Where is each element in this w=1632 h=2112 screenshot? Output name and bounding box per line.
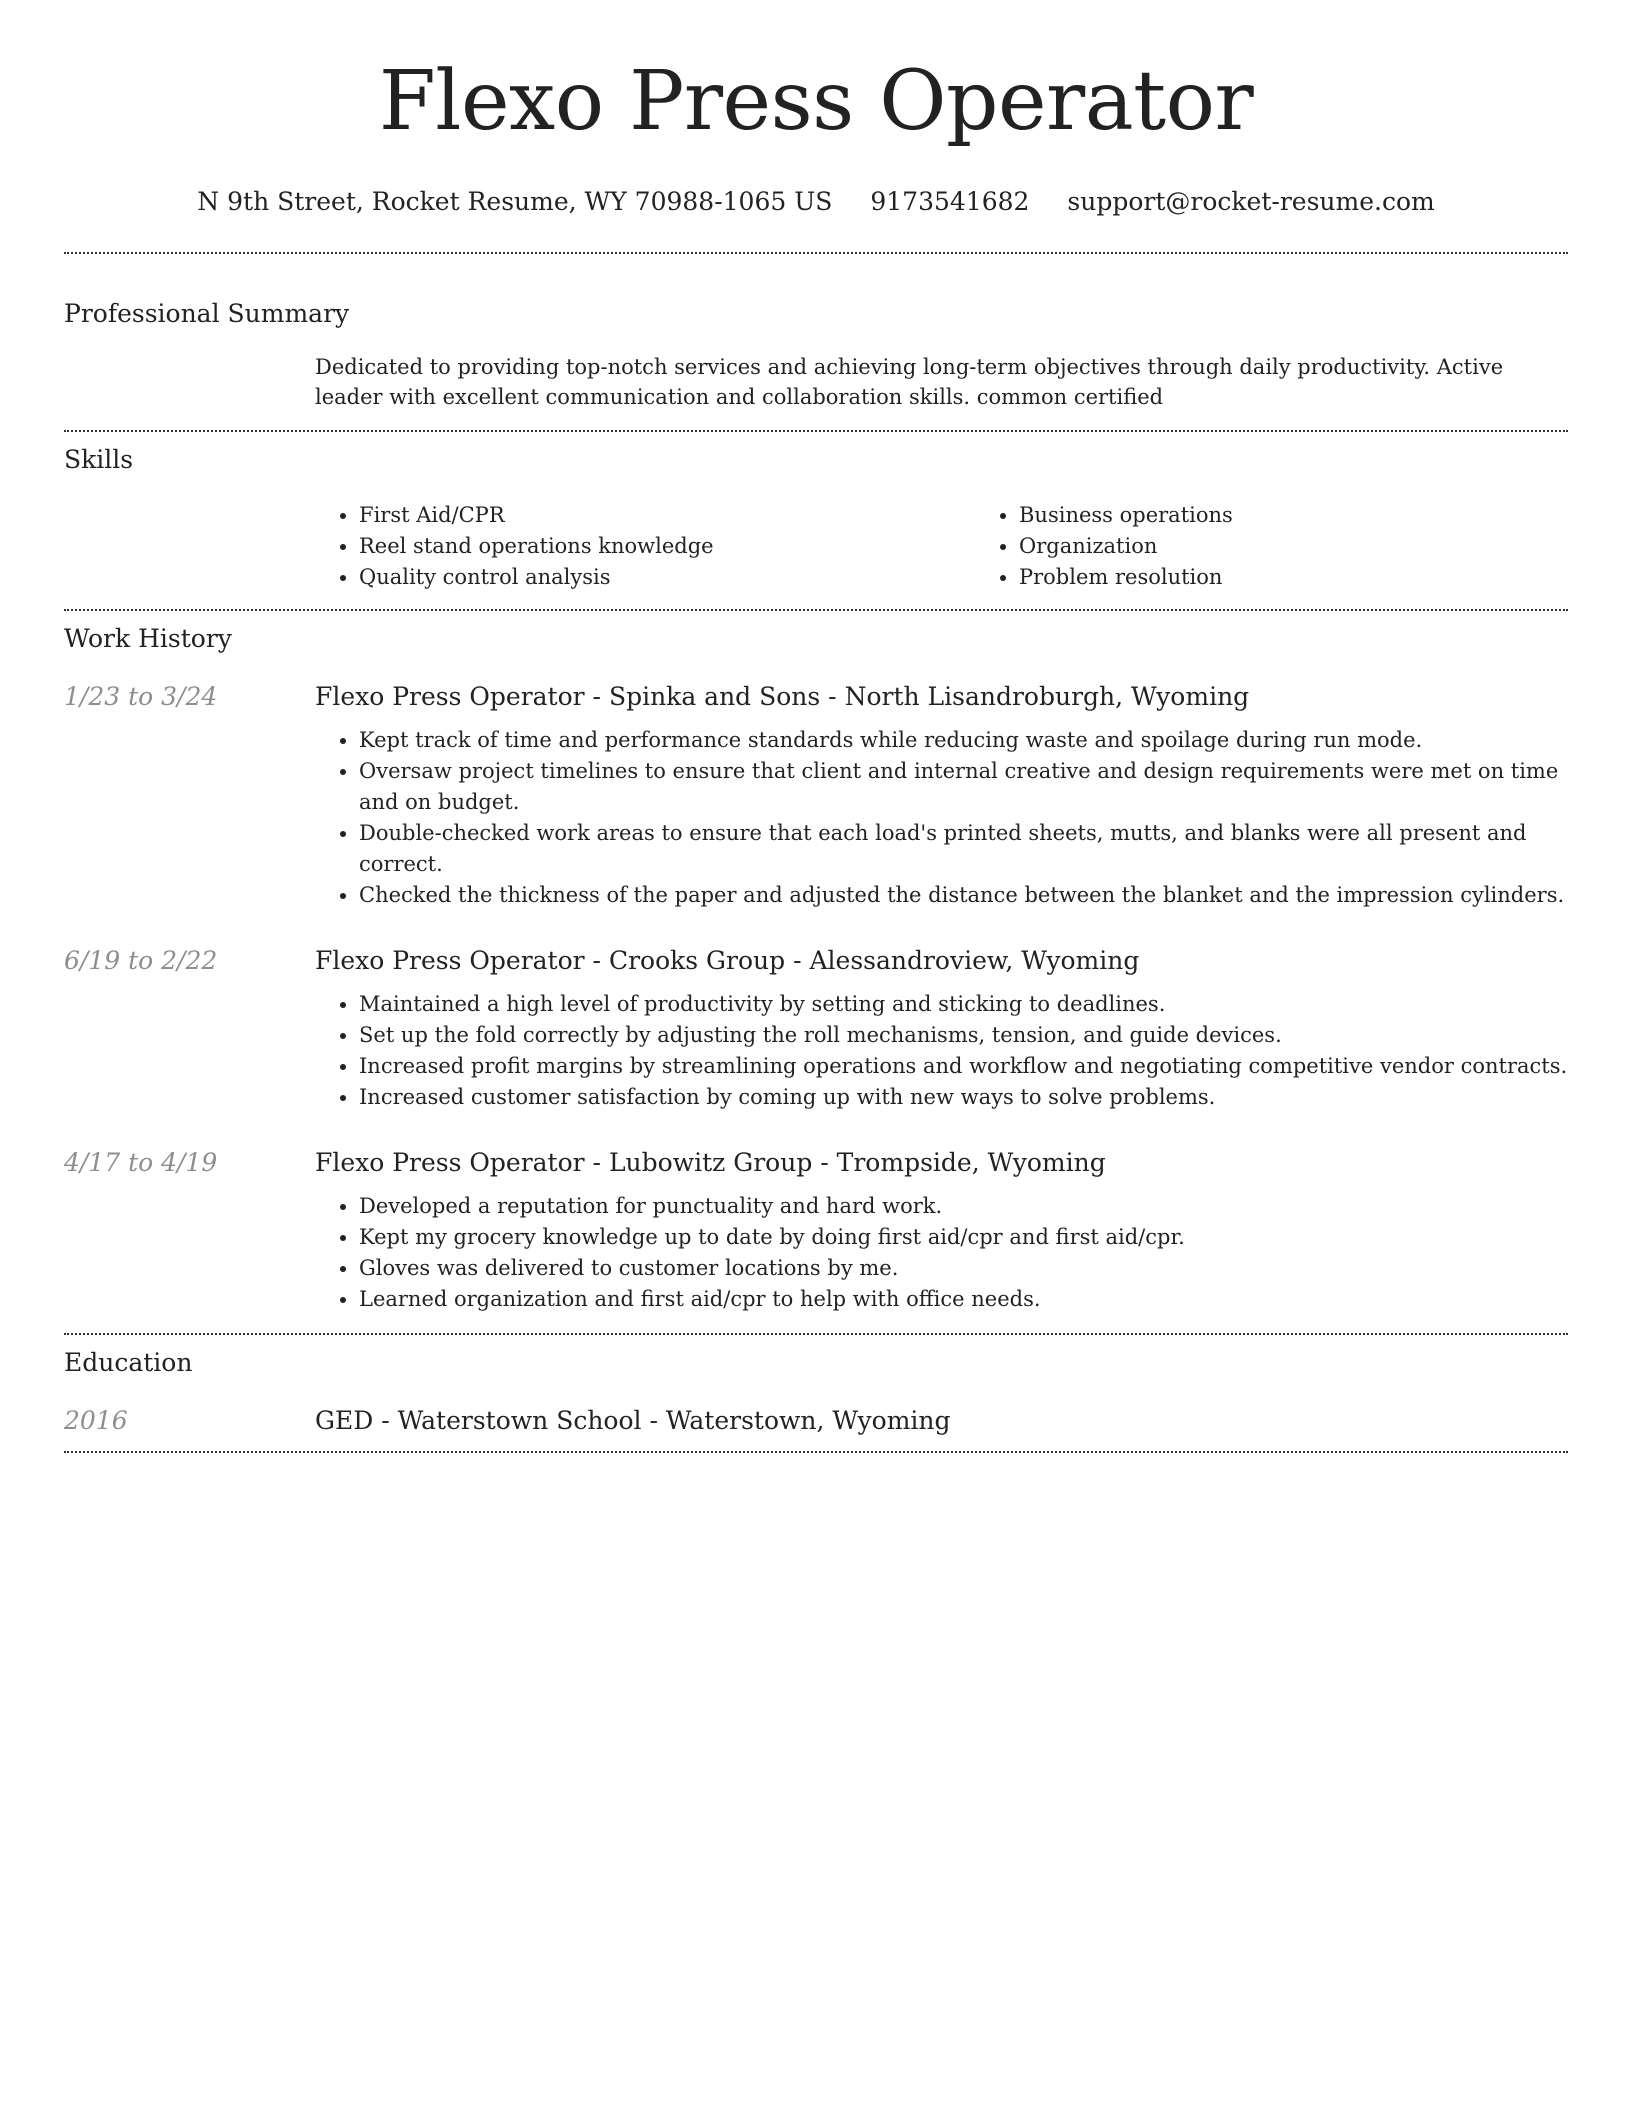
summary-title: Professional Summary	[64, 299, 350, 328]
job-bullet: • Increased customer satisfaction by coming up with new ways to solve problems.	[359, 1082, 1568, 1113]
job-bullet: • Gloves was delivered to customer locations by me.	[359, 1253, 1568, 1284]
job-bullet: • Developed a reputation for punctuality and hard work.	[359, 1191, 1568, 1222]
job-bullets	[315, 989, 1568, 1113]
job-bullet: • Learned organization and first aid/cpr to help with office needs.	[359, 1284, 1568, 1315]
skill-item: • Organization	[1019, 531, 1632, 562]
job-bullet: • Oversaw project timelines to ensure that client and internal creative and design requirements were met on time and on budget.	[359, 756, 1568, 818]
job-heading: Flexo Press Operator - Lubowitz Group - Trompside, Wyoming	[315, 1148, 1106, 1177]
job-bullets	[315, 1191, 1568, 1315]
skill-item: • First Aid/CPR	[359, 500, 975, 531]
skills-title: Skills	[64, 445, 134, 474]
job-entry	[64, 681, 1568, 911]
job-dates: 4/17 to 4/19	[64, 1148, 218, 1177]
candidate-name: Flexo Press Operator	[378, 54, 1254, 149]
education-entry	[64, 1405, 1568, 1437]
job-bullet: • Checked the thickness of the paper and adjusted the distance between the blanket and the impression cylinders.	[359, 880, 1568, 911]
skill-item: • Quality control analysis	[359, 562, 975, 593]
job-bullet: • Kept track of time and performance standards while reducing waste and spoilage during run mode.	[359, 725, 1568, 756]
contact-line	[64, 186, 1568, 218]
job-bullet: • Increased profit margins by streamlining operations and workflow and negotiating competitive vendor contracts.	[359, 1051, 1568, 1082]
job-bullet: • Double-checked work areas to ensure that each load's printed sheets, mutts, and blanks were all present and correct.	[359, 818, 1568, 880]
skills-section	[64, 432, 1568, 609]
resume-header	[64, 0, 1568, 218]
job-bullet: • Kept my grocery knowledge up to date by doing first aid/cpr and first aid/cpr.	[359, 1222, 1568, 1253]
skill-item: • Business operations	[1019, 500, 1632, 531]
job-bullets	[315, 725, 1568, 911]
contact-address: N 9th Street, Rocket Resume, WY 70988-1065 US	[197, 187, 833, 216]
job-heading: Flexo Press Operator - Spinka and Sons - North Lisandroburgh, Wyoming	[315, 682, 1250, 711]
summary-section	[64, 254, 1568, 430]
education-title: Education	[64, 1348, 193, 1377]
divider	[64, 1451, 1568, 1453]
job-bullet: • Set up the fold correctly by adjusting the roll mechanisms, tension, and guide devices.	[359, 1020, 1568, 1051]
job-entry	[64, 945, 1568, 1113]
skills-list-left	[315, 500, 975, 593]
skill-item: • Problem resolution	[1019, 562, 1632, 593]
skills-list-right	[975, 500, 1632, 593]
skill-item: • Reel stand operations knowledge	[359, 531, 975, 562]
summary-text: Dedicated to providing top-notch services and achieving long-term objectives through daily productivity. Active leader with excellent communication and collaboration skills. common certified	[315, 355, 1504, 409]
education-section	[64, 1335, 1568, 1451]
job-bullet: • Maintained a high level of productivity by setting and sticking to deadlines.	[359, 989, 1568, 1020]
job-entry	[64, 1147, 1568, 1315]
job-heading: Flexo Press Operator - Crooks Group - Alessandroview, Wyoming	[315, 946, 1140, 975]
education-heading: GED - Waterstown School - Waterstown, Wyoming	[315, 1406, 951, 1435]
job-dates: 1/23 to 3/24	[64, 682, 218, 711]
contact-email: support@rocket-resume.com	[1067, 187, 1435, 216]
education-year: 2016	[64, 1406, 128, 1435]
work-history-title: Work History	[64, 624, 232, 653]
job-dates: 6/19 to 2/22	[64, 946, 218, 975]
work-history-section	[64, 611, 1568, 1333]
contact-phone: 9173541682	[870, 187, 1030, 216]
